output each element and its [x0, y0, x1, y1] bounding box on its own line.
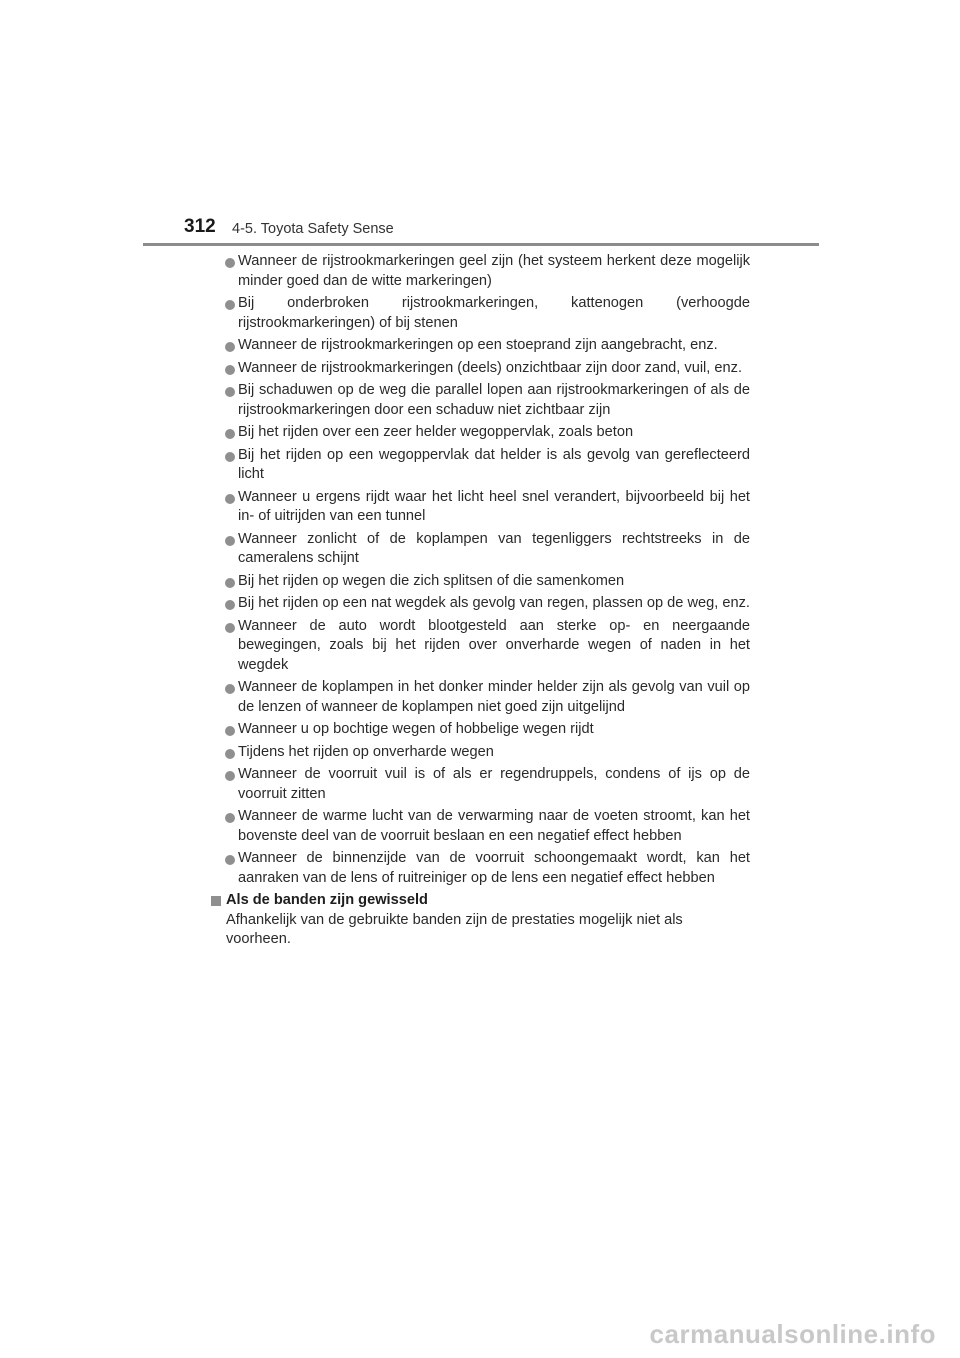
list-item-text: Bij het rijden op een wegoppervlak dat helder is als gevolg van gereflecteerd licht [238, 446, 750, 482]
bullet-icon [225, 494, 235, 504]
bullet-icon [225, 387, 235, 397]
bullet-icon [225, 813, 235, 823]
list-item [210, 336, 750, 356]
list-item-text: Wanneer u op bochtige wegen of hobbelige wegen rijdt [238, 721, 594, 737]
list-item-text: Bij het rijden op een nat wegdek als gevolg van regen, plassen op de weg, enz. [238, 595, 750, 611]
list-item-text: Bij het rijden op wegen die zich splitsen of die samenkomen [238, 572, 625, 589]
bullet-icon [225, 536, 235, 546]
section-title: 4-5. Toyota Safety Sense [232, 221, 394, 237]
list-item [210, 530, 750, 569]
list-item [210, 381, 750, 420]
list-item [210, 252, 750, 291]
bullet-icon [225, 684, 235, 694]
bullet-icon [225, 300, 235, 310]
page-content [210, 252, 750, 950]
bullet-icon [225, 429, 235, 439]
bullet-icon [225, 578, 235, 588]
list-item-text: Wanneer de rijstrookmarkeringen op een stoeprand zijn aangebracht, enz. [238, 337, 718, 353]
list-item-text: Wanneer de voorruit vuil is of als er regendruppels, condens of ijs op de voorruit zitten [238, 766, 750, 802]
bullet-icon [225, 258, 235, 268]
watermark-text: carmanualsonline.info [649, 1319, 936, 1349]
list-item [210, 594, 750, 614]
list-item-text: Wanneer de auto wordt blootgesteld aan sterke op- en neergaande bewegingen, zoals bij het rijden over onverharde wegen of naden in het wegdek [238, 617, 750, 673]
bullet-icon [225, 749, 235, 759]
list-item-text: Wanneer de binnenzijde van de voorruit schoongemaakt wordt, kan het aanraken van de lens of ruitreiniger op de lens een negatief effect hebben [238, 850, 750, 886]
condition-list [210, 252, 750, 888]
list-item [210, 446, 750, 485]
bullet-icon [225, 855, 235, 865]
list-item [210, 359, 750, 379]
list-item [210, 743, 750, 763]
list-item [210, 617, 750, 676]
bullet-icon [225, 452, 235, 462]
list-item-text: Bij onderbroken rijstrookmarkeringen, kattenogen (verhoogde rijstrookmarkeringen) of bij stenen [238, 295, 750, 331]
list-item [210, 849, 750, 888]
list-item-text: Bij schaduwen op de weg die parallel lopen aan rijstrookmarkeringen of als de rijstrookmarkeringen door een schaduw niet zichtbaar zijn [238, 382, 750, 418]
list-item-text: Wanneer u ergens rijdt waar het licht heel snel verandert, bijvoorbeeld bij het in- of uitrijden van een tunnel [238, 488, 750, 524]
list-item [210, 423, 750, 443]
list-item [210, 765, 750, 804]
bullet-icon [225, 771, 235, 781]
list-item-text: Wanneer zonlicht of de koplampen van tegenliggers rechtstreeks in de cameralens schijnt [238, 530, 750, 566]
bullet-icon [225, 365, 235, 375]
list-item [210, 294, 750, 333]
list-item [210, 488, 750, 527]
list-item-text: Bij het rijden over een zeer helder wegoppervlak, zoals beton [238, 424, 634, 440]
list-item-text: Wanneer de rijstrookmarkeringen (deels) onzichtbaar zijn door zand, vuil, enz. [238, 359, 742, 376]
subsection-title: Als de banden zijn gewisseld [226, 892, 428, 908]
list-item [210, 807, 750, 846]
bullet-icon [225, 342, 235, 352]
bullet-icon [225, 623, 235, 633]
list-item [210, 572, 750, 592]
list-item-text: Wanneer de warme lucht van de verwarming naar de voeten stroomt, kan het bovenste deel van de voorruit beslaan en een negatief effect hebben [238, 808, 750, 844]
bullet-icon [225, 600, 235, 610]
page-number: 312 [184, 216, 216, 237]
list-item-text: Wanneer de koplampen in het donker minder helder zijn als gevolg van vuil op de lenzen of wanneer de koplampen niet goed zijn uitgelijnd [238, 679, 750, 715]
header-divider [143, 243, 819, 246]
list-item-text: Tijdens het rijden op onverharde wegen [238, 743, 494, 760]
list-item [210, 678, 750, 717]
list-item-text: Wanneer de rijstrookmarkeringen geel zijn (het systeem herkent deze mogelijk minder goed dan de witte markeringen) [238, 253, 750, 289]
subsection-heading [210, 891, 750, 911]
list-item [210, 720, 750, 740]
subsection-paragraph: Afhankelijk van de gebruikte banden zijn de prestaties mogelijk niet als voorheen. [226, 911, 683, 947]
square-bullet-icon [211, 896, 221, 906]
bullet-icon [225, 726, 235, 736]
